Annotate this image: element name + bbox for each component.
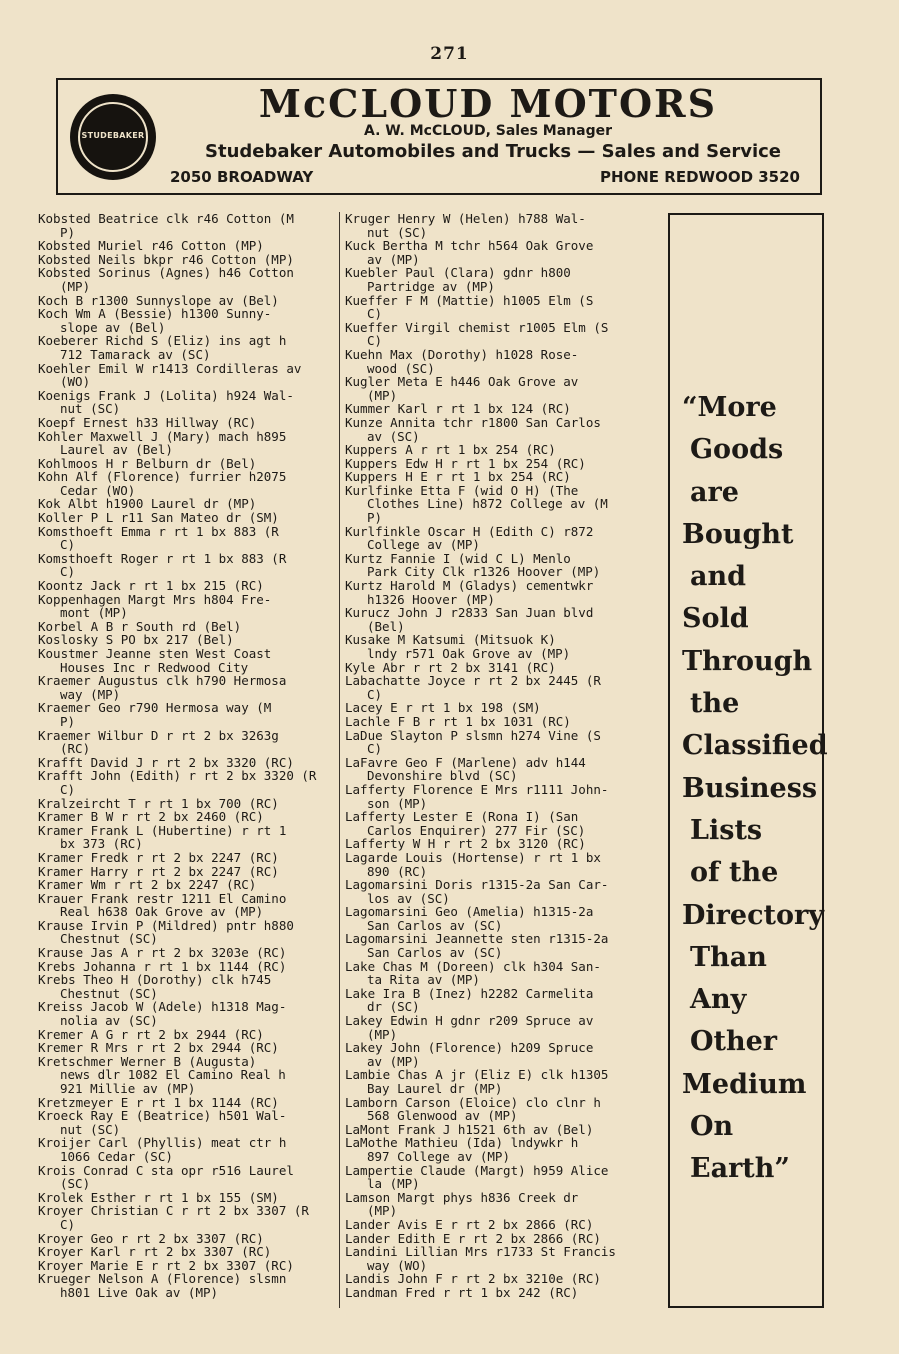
entry-line: Lafferty W H r rt 2 bx 3120 (RC)	[345, 836, 586, 852]
directory-entry	[38, 647, 335, 674]
entry-continuation: College av (MP)	[367, 537, 480, 553]
entry-line: Kuck Bertha M tchr h564 Oak Grove	[345, 238, 594, 254]
entry-line: Krauer Frank restr 1211 El Camino	[38, 890, 287, 906]
directory-entry	[38, 470, 335, 497]
promo-line: Other	[690, 1026, 778, 1058]
entry-continuation: P)	[367, 510, 383, 526]
entry-continuation: (MP)	[367, 1026, 398, 1042]
entry-continuation: San Carlos av (SC)	[367, 917, 503, 933]
promo-line: Bought	[682, 518, 794, 550]
directory-entry	[38, 1164, 335, 1191]
entry-continuation: Cedar (WO)	[60, 482, 136, 498]
directory-entry	[38, 389, 335, 416]
entry-line: Koenigs Frank J (Lolita) h924 Wal-	[38, 387, 294, 403]
entry-continuation: dr (SC)	[367, 999, 420, 1015]
directory-entry	[38, 810, 335, 824]
entry-line: Kohn Alf (Florence) furrier h2075	[38, 469, 287, 485]
entry-line: Koustmer Jeanne sten West Coast	[38, 646, 272, 661]
ad-address: 2050 BROADWAY	[170, 168, 314, 186]
directory-entry	[38, 416, 335, 430]
entry-continuation: Carlos Enquirer) 277 Fir (SC)	[367, 822, 586, 838]
directory-entry	[345, 375, 650, 402]
promo-line: are	[690, 476, 739, 508]
directory-entry	[38, 824, 335, 851]
entry-line: Kurtz Fannie I (wid C L) Menlo	[345, 550, 571, 566]
directory-entry	[345, 1245, 650, 1272]
entry-line: Kuppers A r rt 1 bx 254 (RC)	[345, 442, 556, 458]
directory-entry	[345, 294, 650, 321]
directory-entry	[345, 1096, 650, 1123]
entry-continuation: la (MP)	[367, 1176, 420, 1192]
directory-entry	[38, 865, 335, 879]
directory-column-left	[38, 212, 335, 1300]
entry-line: Lake Ira B (Inez) h2282 Carmelita	[345, 985, 594, 1001]
directory-entry	[345, 1041, 650, 1068]
ad-title: McCLOUD MOTORS	[258, 81, 718, 126]
entry-line: Labachatte Joyce r rt 2 bx 2445 (R	[345, 673, 601, 689]
entry-line: Landman Fred r rt 1 bx 242 (RC)	[345, 1284, 579, 1300]
directory-entry	[38, 430, 335, 457]
entry-line: Kobsted Muriel r46 Cotton (MP)	[38, 238, 264, 254]
entry-continuation: news dlr 1082 El Camino Real h	[60, 1067, 286, 1083]
directory-entry	[345, 579, 650, 606]
directory-entry	[345, 606, 650, 633]
entry-continuation: h1326 Hoover (MP)	[367, 591, 495, 607]
directory-entry	[345, 701, 650, 715]
entry-line: Lambie Chas A jr (Eliz E) clk h1305	[345, 1067, 609, 1083]
directory-column-middle	[345, 212, 650, 1300]
directory-entry	[38, 307, 335, 334]
entry-line: Landis John F r rt 2 bx 3210e (RC)	[345, 1271, 601, 1287]
entry-line: Lafferty Lester E (Rona I) (San	[345, 809, 579, 825]
entry-continuation: 921 Millie av (MP)	[60, 1081, 196, 1096]
directory-entry	[345, 416, 650, 443]
directory-entry	[345, 484, 650, 525]
entry-continuation: (MP)	[367, 387, 398, 403]
directory-entry	[38, 457, 335, 471]
entry-line: Koch B r1300 Sunnyslope av (Bel)	[38, 292, 279, 308]
directory-entry	[38, 946, 335, 960]
directory-entry	[38, 212, 335, 239]
promo-line: of the	[690, 857, 779, 889]
entry-continuation: C)	[60, 537, 76, 553]
entry-continuation: mont (MP)	[60, 605, 128, 621]
entry-continuation: 712 Tamarack av (SC)	[60, 346, 211, 362]
entry-line: Kurlfinkle Oscar H (Edith C) r872	[345, 523, 594, 539]
directory-entry	[345, 1191, 650, 1218]
directory-entry	[38, 674, 335, 701]
entry-line: Kremer R Mrs r rt 2 bx 2944 (RC)	[38, 1040, 279, 1056]
entry-line: Kramer Harry r rt 2 bx 2247 (RC)	[38, 863, 279, 879]
studebaker-logo-icon	[70, 94, 156, 180]
directory-entry	[38, 525, 335, 552]
entry-line: Kuppers Edw H r rt 1 bx 254 (RC)	[345, 455, 586, 471]
entry-continuation: ta Rita av (MP)	[367, 972, 480, 988]
entry-continuation: Real h638 Oak Grove av (MP)	[60, 904, 264, 920]
promo-line: “More	[682, 392, 777, 423]
entry-continuation: (RC)	[60, 741, 91, 757]
directory-entry	[38, 1259, 335, 1273]
directory-entry	[38, 1272, 335, 1299]
promo-line: Than	[690, 941, 767, 973]
entry-line: Kretzmeyer E r rt 1 bx 1144 (RC)	[38, 1094, 279, 1110]
entry-line: Krause Jas A r rt 2 bx 3203e (RC)	[38, 945, 287, 961]
entry-line: Krebs Theo H (Dorothy) clk h745	[38, 972, 272, 988]
directory-entry	[345, 321, 650, 348]
entry-continuation: (SC)	[60, 1176, 91, 1192]
directory-entry	[38, 797, 335, 811]
entry-line: Kroyer Karl r rt 2 bx 3307 (RC)	[38, 1244, 272, 1260]
directory-entry	[345, 457, 650, 471]
entry-line: Lacey E r rt 1 bx 198 (SM)	[345, 700, 541, 716]
promo-line: the	[690, 688, 740, 720]
directory-entry	[345, 987, 650, 1014]
entry-line: Lakey John (Florence) h209 Spruce	[345, 1040, 594, 1056]
directory-entry	[38, 511, 335, 525]
directory-entry	[38, 919, 335, 946]
promo-line: Lists	[690, 814, 763, 846]
entry-line: Lander Edith E r rt 2 bx 2866 (RC)	[345, 1230, 601, 1246]
directory-entry	[38, 1245, 335, 1259]
entry-continuation: C)	[367, 306, 383, 322]
entry-continuation: lndy r571 Oak Grove av (MP)	[367, 646, 571, 661]
entry-continuation: P)	[60, 713, 76, 729]
directory-entry	[345, 851, 650, 878]
entry-line: Krois Conrad C sta opr r516 Laurel	[38, 1162, 294, 1178]
entry-continuation: C)	[367, 333, 383, 349]
directory-entry	[38, 497, 335, 511]
entry-line: Lachle F B r rt 1 bx 1031 (RC)	[345, 713, 571, 729]
entry-line: Krause Irvin P (Mildred) pntr h880	[38, 917, 294, 933]
promo-line: Any	[690, 984, 747, 1016]
entry-line: Koeberer Richd S (Eliz) ins agt h	[38, 333, 287, 349]
promo-line: Business	[682, 772, 818, 804]
directory-entry	[345, 810, 650, 837]
directory-entry	[38, 334, 335, 361]
page-number: 271	[430, 44, 469, 64]
directory-entry	[38, 1109, 335, 1136]
entry-line: Koppenhagen Margt Mrs h804 Fre-	[38, 591, 272, 607]
entry-continuation: way (MP)	[60, 686, 121, 702]
entry-line: Kramer Frank L (Hubertine) r rt 1	[38, 822, 287, 838]
entry-line: Kunze Annita tchr r1800 San Carlos	[345, 414, 601, 430]
entry-line: Kralzeircht T r rt 1 bx 700 (RC)	[38, 795, 279, 811]
directory-entry	[345, 756, 650, 783]
entry-continuation: Bay Laurel dr (MP)	[367, 1081, 503, 1096]
entry-continuation: C)	[60, 1216, 76, 1232]
entry-continuation: nut (SC)	[367, 224, 428, 240]
entry-line: Kugler Meta E h446 Oak Grove av	[345, 374, 579, 390]
entry-line: Kraemer Geo r790 Hermosa way (M	[38, 700, 272, 716]
entry-continuation: bx 373 (RC)	[60, 836, 143, 852]
entry-continuation: 890 (RC)	[367, 863, 428, 879]
entry-line: Lamson Margt phys h836 Creek dr	[345, 1189, 579, 1205]
directory-entry	[345, 661, 650, 675]
entry-line: Kroyer Marie E r rt 2 bx 3307 (RC)	[38, 1257, 294, 1273]
entry-continuation: San Carlos av (SC)	[367, 945, 503, 961]
entry-line: Lake Chas M (Doreen) clk h304 San-	[345, 958, 601, 974]
entry-continuation: (MP)	[60, 278, 91, 294]
entry-line: Lakey Edwin H gdnr r209 Spruce av	[345, 1013, 594, 1029]
entry-continuation: av (SC)	[367, 428, 420, 444]
entry-line: Komsthoeft Roger r rt 1 bx 883 (R	[38, 550, 287, 566]
entry-line: Lagomarsini Doris r1315-2a San Car-	[345, 877, 609, 893]
entry-line: Kusake M Katsumi (Mitsuok K)	[345, 632, 556, 648]
entry-line: Kobsted Sorinus (Agnes) h46 Cotton	[38, 265, 294, 281]
entry-line: Krafft David J r rt 2 bx 3320 (RC)	[38, 754, 294, 770]
promo-line: Directory	[682, 899, 824, 931]
directory-entry	[345, 783, 650, 810]
directory-entry	[345, 674, 650, 701]
entry-line: Koller P L r11 San Mateo dr (SM)	[38, 510, 279, 526]
entry-line: Landini Lillian Mrs r1733 St Francis	[345, 1244, 616, 1260]
entry-continuation: los av (SC)	[367, 890, 450, 906]
directory-entry	[345, 633, 650, 660]
directory-entry	[345, 266, 650, 293]
directory-entry	[345, 932, 650, 959]
entry-line: Kraemer Augustus clk h790 Hermosa	[38, 673, 287, 689]
directory-entry	[38, 1096, 335, 1110]
entry-line: Korbel A B r South rd (Bel)	[38, 618, 242, 634]
directory-entry	[38, 552, 335, 579]
entry-continuation: nut (SC)	[60, 1121, 121, 1137]
directory-entry	[345, 552, 650, 579]
directory-entry	[38, 1041, 335, 1055]
entry-continuation: P)	[60, 224, 76, 240]
entry-continuation: C)	[367, 741, 383, 757]
directory-entry	[38, 892, 335, 919]
directory-entry	[38, 1232, 335, 1246]
entry-continuation: Clothes Line) h872 College av (M	[367, 496, 608, 512]
directory-entry	[345, 1218, 650, 1232]
ad-tagline: Studebaker Automobiles and Trucks — Sales and Service	[205, 141, 781, 162]
directory-entry	[345, 878, 650, 905]
entry-line: Kroeck Ray E (Beatrice) h501 Wal-	[38, 1108, 287, 1124]
entry-continuation: av (MP)	[367, 1053, 420, 1069]
entry-line: Kummer Karl r rt 1 bx 124 (RC)	[345, 401, 571, 417]
entry-continuation: C)	[60, 781, 76, 797]
directory-entry	[345, 715, 650, 729]
directory-entry	[38, 756, 335, 770]
directory-entry	[38, 769, 335, 796]
directory-entry	[38, 266, 335, 293]
entry-line: Koch Wm A (Bessie) h1300 Sunny-	[38, 306, 272, 322]
entry-continuation: Chestnut (SC)	[60, 985, 158, 1001]
entry-line: Kruger Henry W (Helen) h788 Wal-	[345, 211, 586, 226]
entry-line: Kueffer Virgil chemist r1005 Elm (S	[345, 319, 609, 335]
directory-entry	[345, 348, 650, 375]
classified-promo-text	[682, 387, 828, 1191]
directory-entry	[345, 1014, 650, 1041]
entry-line: Kramer Wm r rt 2 bx 2247 (RC)	[38, 877, 257, 893]
promo-line: Sold	[682, 603, 749, 635]
directory-entry	[345, 1136, 650, 1163]
ad-phone: PHONE REDWOOD 3520	[599, 168, 800, 186]
directory-entry	[345, 1123, 650, 1137]
entry-continuation: slope av (Bel)	[60, 319, 166, 335]
entry-continuation: Chestnut (SC)	[60, 931, 158, 947]
mccloud-motors-ad	[56, 78, 822, 195]
entry-continuation: C)	[367, 686, 383, 702]
directory-entry	[38, 593, 335, 620]
directory-entry	[345, 239, 650, 266]
entry-line: Lafferty Florence E Mrs r1111 John-	[345, 781, 609, 797]
entry-continuation: h801 Live Oak av (MP)	[60, 1284, 219, 1300]
classified-promo-box	[668, 213, 828, 1308]
entry-continuation: Houses Inc r Redwood City	[60, 659, 249, 675]
entry-line: Koslosky S PO bx 217 (Bel)	[38, 632, 234, 648]
directory-entry	[345, 443, 650, 457]
entry-line: Kueffer F M (Mattie) h1005 Elm (S	[345, 292, 594, 308]
entry-line: Kurlfinke Etta F (wid O H) (The	[345, 482, 579, 498]
ad-subtitle: A. W. McCLOUD, Sales Manager	[363, 123, 613, 139]
promo-line: Classified	[682, 730, 828, 762]
entry-line: Kreiss Jacob W (Adele) h1318 Mag-	[38, 999, 287, 1015]
promo-line: Medium	[682, 1068, 807, 1100]
entry-line: Kohler Maxwell J (Mary) mach h895	[38, 428, 287, 444]
entry-line: Kramer Fredk r rt 2 bx 2247 (RC)	[38, 849, 279, 865]
promo-line: On	[690, 1111, 734, 1143]
entry-continuation: (MP)	[367, 1203, 398, 1219]
promo-line: and	[690, 561, 747, 593]
directory-entry	[38, 1055, 335, 1096]
entry-line: Lamborn Carson (Eloice) clo clnr h	[345, 1094, 601, 1110]
directory-entry	[38, 1204, 335, 1231]
entry-continuation: wood (SC)	[367, 360, 435, 376]
entry-line: Krueger Nelson A (Florence) slsmn	[38, 1271, 287, 1287]
directory-entry	[345, 837, 650, 851]
entry-continuation: 568 Glenwood av (MP)	[367, 1108, 518, 1124]
entry-line: Lagarde Louis (Hortense) r rt 1 bx	[345, 849, 601, 865]
entry-line: Kuppers H E r rt 1 bx 254 (RC)	[345, 469, 571, 485]
directory-entry	[345, 729, 650, 756]
entry-line: Kyle Abr r rt 2 bx 3141 (RC)	[345, 659, 556, 675]
directory-entry	[345, 1286, 650, 1300]
directory-entry	[345, 212, 650, 239]
entry-line: LaFavre Geo F (Marlene) adv h144	[345, 754, 586, 770]
entry-continuation: Partridge av (MP)	[367, 278, 495, 294]
entry-line: Kuehn Max (Dorothy) h1028 Rose-	[345, 346, 579, 362]
entry-line: Koehler Emil W r1413 Cordilleras av	[38, 360, 302, 376]
promo-line: Earth”	[690, 1153, 790, 1185]
entry-line: Kok Albt h1900 Laurel dr (MP)	[38, 496, 257, 512]
entry-continuation: 1066 Cedar (SC)	[60, 1148, 173, 1164]
directory-entry	[38, 1000, 335, 1027]
directory-entry	[38, 239, 335, 253]
directory-entry	[38, 362, 335, 389]
entry-line: Lagomarsini Jeannette sten r1315-2a	[345, 931, 609, 947]
entry-continuation: (Bel)	[367, 618, 405, 634]
entry-line: Kobsted Beatrice clk r46 Cotton (M	[38, 211, 294, 226]
entry-continuation: 897 College av (MP)	[367, 1148, 510, 1164]
directory-entry	[345, 905, 650, 932]
directory-entry	[38, 253, 335, 267]
entry-line: Kraemer Wilbur D r rt 2 bx 3263g	[38, 727, 279, 743]
entry-line: Krebs Johanna r rt 1 bx 1144 (RC)	[38, 958, 287, 974]
entry-line: Kretschmer Werner B (Augusta)	[38, 1053, 257, 1069]
entry-continuation: nolia av (SC)	[60, 1013, 158, 1029]
entry-line: Kurucz John J r2833 San Juan blvd	[345, 605, 594, 621]
entry-line: Kroijer Carl (Phyllis) meat ctr h	[38, 1135, 287, 1151]
directory-entry	[345, 1232, 650, 1246]
entry-line: Kroyer Christian C r rt 2 bx 3307 (R	[38, 1203, 309, 1219]
entry-continuation: Devonshire blvd (SC)	[367, 768, 518, 784]
directory-entry	[38, 701, 335, 728]
entry-line: Komsthoeft Emma r rt 1 bx 883 (R	[38, 523, 279, 539]
directory-entry	[38, 1136, 335, 1163]
directory-entry	[38, 960, 335, 974]
directory-entry	[38, 1191, 335, 1205]
entry-line: Lampertie Claude (Margt) h959 Alice	[345, 1162, 609, 1178]
entry-line: Lagomarsini Geo (Amelia) h1315-2a	[345, 904, 594, 920]
entry-line: Lander Avis E r rt 2 bx 2866 (RC)	[345, 1216, 594, 1232]
entry-line: Kramer B W r rt 2 bx 2460 (RC)	[38, 809, 264, 825]
directory-entry	[38, 579, 335, 593]
directory-entry	[345, 960, 650, 987]
entry-continuation: way (WO)	[367, 1257, 428, 1273]
directory-entry	[38, 294, 335, 308]
entry-continuation: nut (SC)	[60, 401, 121, 417]
directory-entry	[345, 402, 650, 416]
entry-continuation: Laurel av (Bel)	[60, 442, 173, 458]
entry-line: Kohlmoos H r Belburn dr (Bel)	[38, 455, 257, 471]
entry-line: LaMont Frank J h1521 6th av (Bel)	[345, 1121, 594, 1137]
entry-line: LaDue Slayton P slsmn h274 Vine (S	[345, 727, 601, 743]
directory-entry	[38, 729, 335, 756]
directory-entry	[38, 851, 335, 865]
promo-line: Through	[682, 645, 813, 677]
entry-continuation: av (MP)	[367, 251, 420, 267]
entry-continuation: C)	[60, 564, 76, 580]
entry-line: Kurtz Harold M (Gladys) cementwkr	[345, 578, 594, 594]
directory-entry	[38, 878, 335, 892]
directory-entry	[345, 470, 650, 484]
entry-line: Kuebler Paul (Clara) gdnr h800	[345, 265, 571, 281]
entry-line: Kremer A G r rt 2 bx 2944 (RC)	[38, 1026, 264, 1042]
entry-line: Kobsted Neils bkpr r46 Cotton (MP)	[38, 251, 294, 267]
directory-entry	[345, 1272, 650, 1286]
directory-entry	[345, 525, 650, 552]
entry-line: LaMothe Mathieu (Ida) lndywkr h	[345, 1135, 579, 1151]
entry-line: Krolek Esther r rt 1 bx 155 (SM)	[38, 1189, 279, 1205]
directory-entry	[38, 633, 335, 647]
entry-line: Kroyer Geo r rt 2 bx 3307 (RC)	[38, 1230, 264, 1246]
logo-text: STUDEBAKER	[81, 131, 145, 140]
entry-continuation: son (MP)	[367, 795, 428, 811]
entry-line: Koepf Ernest h33 Hillway (RC)	[38, 414, 257, 430]
column-divider	[339, 212, 340, 1308]
entry-line: Koontz Jack r rt 1 bx 215 (RC)	[38, 578, 264, 594]
entry-continuation: Park City Clk r1326 Hoover (MP)	[367, 564, 601, 580]
entry-continuation: (WO)	[60, 374, 91, 390]
promo-line: Goods	[690, 434, 784, 466]
entry-line: Krafft John (Edith) r rt 2 bx 3320 (R	[38, 768, 317, 784]
directory-entry	[38, 620, 335, 634]
directory-entry	[345, 1164, 650, 1191]
directory-entry	[345, 1068, 650, 1095]
directory-entry	[38, 1028, 335, 1042]
directory-entry	[38, 973, 335, 1000]
